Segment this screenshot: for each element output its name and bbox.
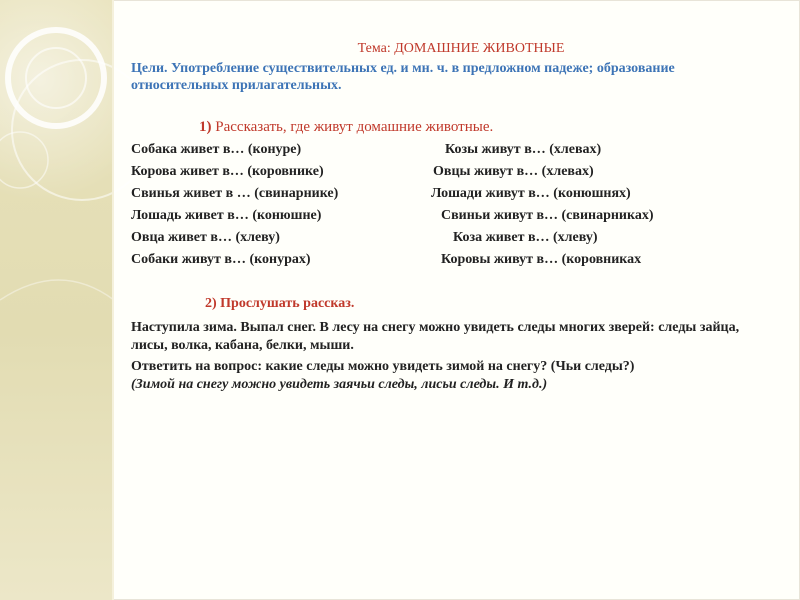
row-right: Козы живут в… (хлевах) — [445, 141, 602, 157]
section1-heading — [131, 117, 771, 137]
row-left: Корова живет в… (коровнике) — [131, 163, 324, 179]
row-right: Коза живет в… (хлеву) — [453, 229, 598, 245]
title-label: Тема: — [357, 41, 391, 56]
table-row — [131, 182, 771, 204]
row-right: Свиньи живут в… (свинарниках) — [441, 207, 654, 223]
section2-heading — [131, 293, 771, 315]
slide-content — [131, 38, 771, 394]
question-text: Ответить на вопрос: какие следы можно увидеть зимой на снегу? (Чьи следы?) — [131, 359, 635, 374]
animals-table — [131, 138, 771, 270]
story-text: Наступила зима. Выпал снег. В лесу на снегу можно увидеть следы многих зверей: следы зайца, лисы, волка, кабана, белки, мыши. — [131, 320, 740, 353]
row-right: Коровы живут в… (коровниках — [441, 251, 642, 267]
section2-number: 2) — [205, 296, 217, 311]
table-row — [131, 138, 771, 160]
row-left: Собаки живут в… (конурах) — [131, 251, 311, 267]
row-left: Собака живет в… (конуре) — [131, 141, 302, 157]
page-title — [151, 38, 771, 58]
table-row — [131, 248, 771, 270]
row-right: Овцы живут в… (хлевах) — [433, 163, 594, 179]
section2-heading-text: Прослушать рассказ. — [220, 296, 355, 311]
decorative-circles — [0, 0, 140, 600]
section1-number: 1) — [199, 119, 212, 135]
section1-heading-text: Рассказать, где живут домашние животные. — [215, 119, 494, 135]
answer-text: (Зимой на снегу можно увидеть заячьи следы, лисьи следы. И т.д.) — [131, 377, 548, 392]
row-right: Лошади живут в… (конюшнях) — [431, 185, 631, 201]
table-row — [131, 226, 771, 248]
row-left: Овца живет в… (хлеву) — [131, 229, 280, 245]
table-row — [131, 160, 771, 182]
row-left: Лошадь живет в… (конюшне) — [131, 207, 322, 223]
lesson-goals: Цели. Употребление существительных ед. и мн. ч. в предложном падеже; образование относительных прилагательных. — [131, 61, 675, 93]
row-left: Свинья живет в … (свинарнике) — [131, 185, 339, 201]
table-row — [131, 204, 771, 226]
title-text: ДОМАШНИЕ ЖИВОТНЫЕ — [394, 41, 565, 56]
